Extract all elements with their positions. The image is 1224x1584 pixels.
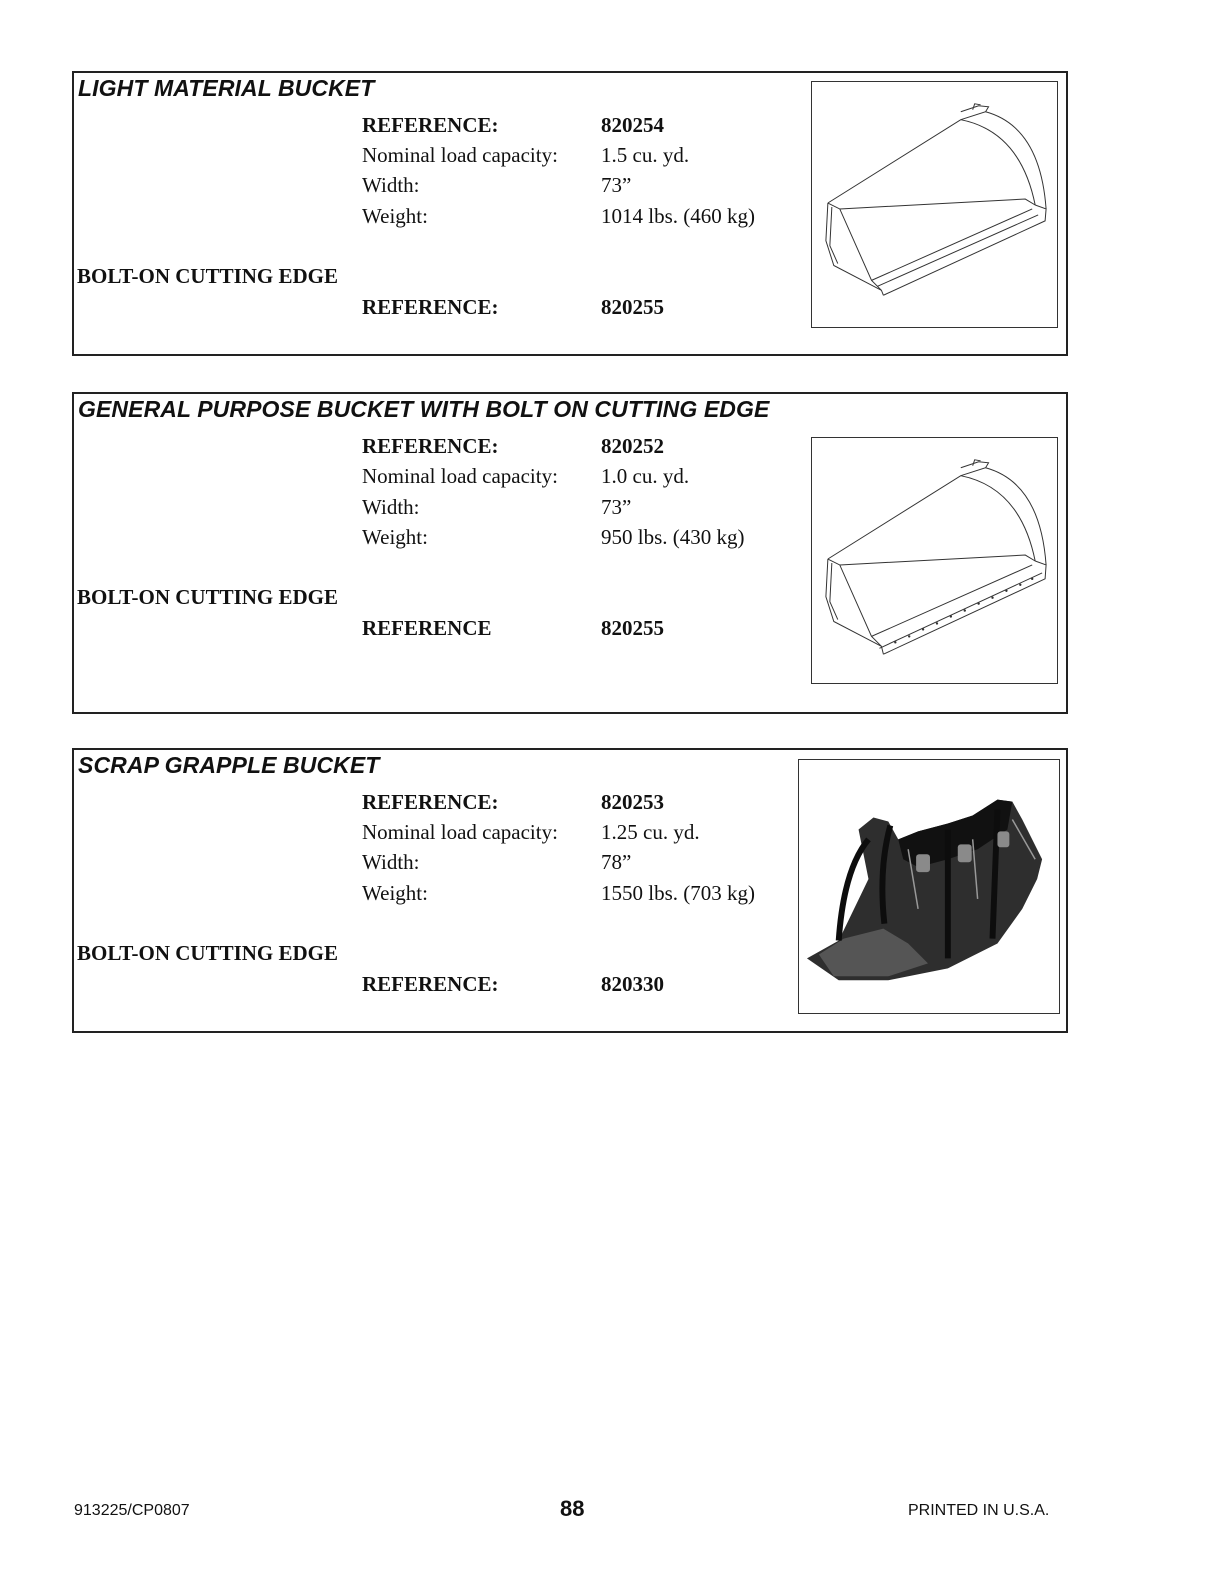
width-label: Width: — [362, 495, 420, 519]
cutting-edge-reference-label: REFERENCE: — [362, 972, 499, 996]
section-title: GENERAL PURPOSE BUCKET WITH BOLT ON CUTTING EDGE — [78, 396, 770, 422]
weight-label: Weight: — [362, 525, 428, 549]
capacity-value: 1.25 cu. yd. — [601, 820, 700, 844]
cutting-edge-heading: BOLT-ON CUTTING EDGE — [77, 264, 339, 288]
section-scrap-grapple-bucket — [72, 748, 1068, 1033]
width-label: Width: — [362, 173, 420, 197]
general-bucket-drawing-icon — [812, 438, 1057, 683]
weight-label: Weight: — [362, 204, 428, 228]
capacity-label: Nominal load capacity: — [362, 820, 558, 844]
section-title: LIGHT MATERIAL BUCKET — [78, 75, 375, 101]
section-title: SCRAP GRAPPLE BUCKET — [78, 752, 380, 778]
general-bucket-image — [811, 437, 1058, 684]
width-value: 73” — [601, 173, 632, 197]
weight-value: 1014 lbs. (460 kg) — [601, 204, 755, 228]
section-light-material-bucket — [72, 71, 1068, 356]
width-label: Width: — [362, 850, 420, 874]
cutting-edge-heading: BOLT-ON CUTTING EDGE — [77, 585, 339, 609]
light-bucket-image — [811, 81, 1058, 328]
section-general-purpose-bucket — [72, 392, 1068, 714]
capacity-value: 1.0 cu. yd. — [601, 464, 690, 488]
grapple-bucket-image — [798, 759, 1060, 1014]
cutting-edge-reference-label: REFERENCE — [362, 616, 492, 640]
cutting-edge-reference-value: 820330 — [601, 972, 664, 996]
grapple-bucket-photo-icon — [799, 760, 1059, 1013]
weight-value: 1550 lbs. (703 kg) — [601, 881, 755, 905]
capacity-label: Nominal load capacity: — [362, 464, 558, 488]
cutting-edge-heading: BOLT-ON CUTTING EDGE — [77, 941, 339, 965]
reference-label: REFERENCE: — [362, 790, 499, 814]
weight-value: 950 lbs. (430 kg) — [601, 525, 745, 549]
reference-label: REFERENCE: — [362, 434, 499, 458]
reference-value: 820254 — [601, 113, 664, 137]
cutting-edge-reference-value: 820255 — [601, 616, 664, 640]
printed-in-usa: PRINTED IN U.S.A. — [908, 1502, 1050, 1519]
reference-value: 820253 — [601, 790, 664, 814]
cutting-edge-reference-value: 820255 — [601, 295, 664, 319]
width-value: 78” — [601, 850, 632, 874]
document-code: 913225/CP0807 — [74, 1502, 190, 1519]
page-number: 88 — [560, 1496, 585, 1521]
capacity-value: 1.5 cu. yd. — [601, 143, 690, 167]
cutting-edge-reference-label: REFERENCE: — [362, 295, 499, 319]
reference-label: REFERENCE: — [362, 113, 499, 137]
reference-value: 820252 — [601, 434, 664, 458]
width-value: 73” — [601, 495, 632, 519]
light-bucket-drawing-icon — [812, 82, 1057, 327]
weight-label: Weight: — [362, 881, 428, 905]
capacity-label: Nominal load capacity: — [362, 143, 558, 167]
